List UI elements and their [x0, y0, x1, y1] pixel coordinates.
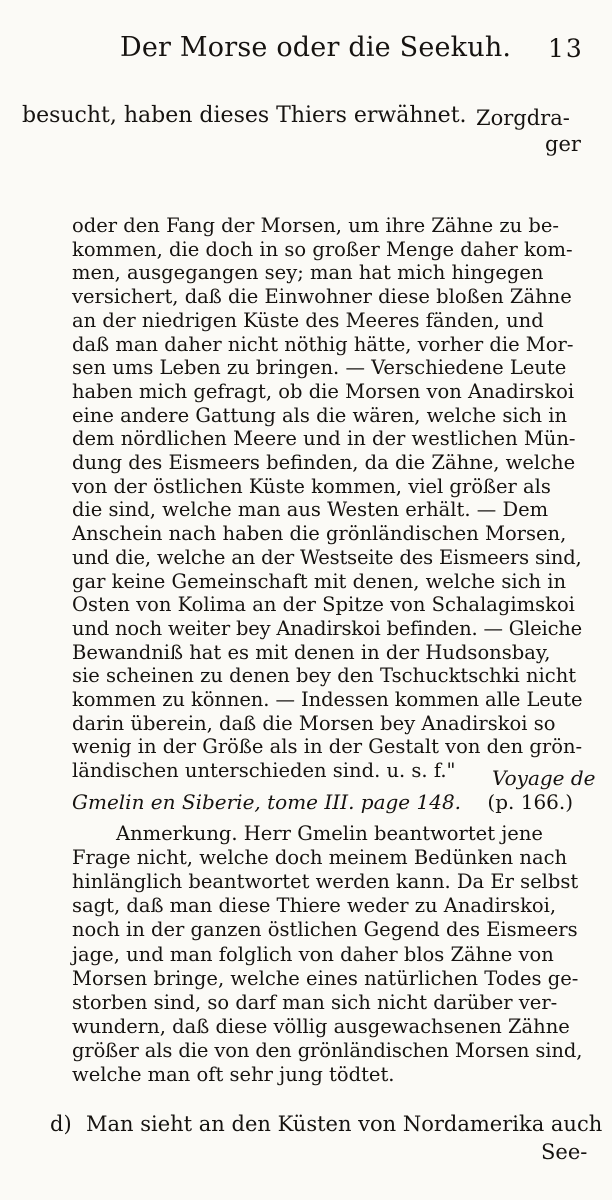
- quote-line: kommen zu können. — Indessen kommen alle Leute: [72, 688, 583, 711]
- quote-line: versichert, daß die Einwohner diese bloßen Zähne: [72, 285, 572, 309]
- quote-line: sie scheinen zu denen bey den Tschucktschki nicht: [72, 664, 577, 688]
- quote-line: dem nördlichen Meere und in der westlichen Mün-: [72, 427, 576, 451]
- note-line: Anmerkung. Herr Gmelin beantwortet jene: [116, 822, 543, 845]
- citation-line: [72, 790, 573, 814]
- continued-text-line: ger: [545, 132, 581, 156]
- citation-reference: Gmelin en Siberie, tome III. page 148.: [72, 790, 462, 814]
- quote-line: dung des Eismeers befinden, da die Zähne, welche: [72, 451, 576, 474]
- quote-line: daß man daher nicht nöthig hätte, vorher die Mor-: [72, 332, 574, 356]
- running-title: Der Morse oder die Seekuh.: [120, 32, 512, 63]
- note-line: storben sind, so darf man sich nicht darüber ver-: [72, 990, 558, 1014]
- note-line: größer als die von den grönländischen Morsen sind,: [72, 1038, 583, 1062]
- citation-work: Voyage de: [492, 766, 596, 790]
- catchword: See-: [541, 1140, 588, 1164]
- page-number: 13: [548, 34, 584, 63]
- continued-text-tail: Zorgdra-: [476, 106, 570, 130]
- quote-line: ländischen unterschieden sind. u. s. f.": [72, 759, 456, 783]
- quote-line: sen ums Leben zu bringen. — Verschiedene Leute: [72, 356, 567, 380]
- quote-line: haben mich gefragt, ob die Morsen von Anadirskoi: [72, 379, 575, 403]
- citation-page: (p. 166.): [487, 790, 574, 814]
- footnote-text: [86, 1112, 603, 1136]
- quote-line: Bewandniß hat es mit denen in der Hudsonsbay,: [72, 640, 551, 664]
- note-line: welche man oft sehr jung tödtet.: [72, 1063, 395, 1086]
- note-line: noch in der ganzen östlichen Gegend des Eismeers: [72, 918, 578, 942]
- quote-line: die sind, welche man aus Westen erhält. — Dem: [72, 498, 549, 522]
- note-line: sagt, daß man diese Thiere weder zu Anadirskoi,: [72, 894, 557, 918]
- quote-line: kommen, die doch in so großer Menge daher kom-: [72, 237, 573, 261]
- quote-line: an der niedrigen Küste des Meeres fänden, und: [72, 308, 544, 332]
- quote-line: men, ausgegangen sey; man hat mich hingegen: [72, 261, 544, 285]
- note-line: Morsen bringe, welche eines natürlichen Todes ge-: [72, 966, 579, 990]
- quote-line: und die, welche an der Westseite des Eismeers sind,: [72, 545, 582, 569]
- page-header: [0, 28, 612, 72]
- note-line: jage, und man folglich von daher blos Zähne von: [72, 942, 554, 966]
- quote-line: darin überein, daß die Morsen bey Anadirskoi so: [72, 711, 556, 735]
- continued-text-line: besucht, haben dieses Thiers erwähnet.: [22, 103, 467, 128]
- footnote-marker: d): [50, 1112, 72, 1136]
- quote-line: von der östlichen Küste kommen, viel größer als: [72, 474, 551, 498]
- footnote-text-span: Man sieht an den Küsten von Nordamerika auch: [86, 1112, 603, 1136]
- quote-line: Anschein nach haben die grönländischen Morsen,: [72, 522, 567, 546]
- note-line: Frage nicht, welche doch meinem Bedünken nach: [72, 846, 568, 870]
- quote-line: und noch weiter bey Anadirskoi befinden. — Gleiche: [72, 616, 583, 640]
- quote-line: oder den Fang der Morsen, um ihre Zähne zu be-: [72, 214, 559, 237]
- quote-line: eine andere Gattung als die wären, welche sich in: [72, 403, 568, 427]
- note-line: wundern, daß diese völlig ausgewachsenen Zähne: [72, 1014, 570, 1038]
- note-line: hinlänglich beantwortet werden kann. Da Er selbst: [72, 870, 579, 894]
- citation-tail: [492, 766, 596, 790]
- quote-line: Osten von Kolima an der Spitze von Schalagimskoi: [72, 593, 575, 617]
- quote-line: wenig in der Größe als in der Gestalt von den grön-: [72, 735, 583, 759]
- quote-line: gar keine Gemeinschaft mit denen, welche sich in: [72, 569, 567, 593]
